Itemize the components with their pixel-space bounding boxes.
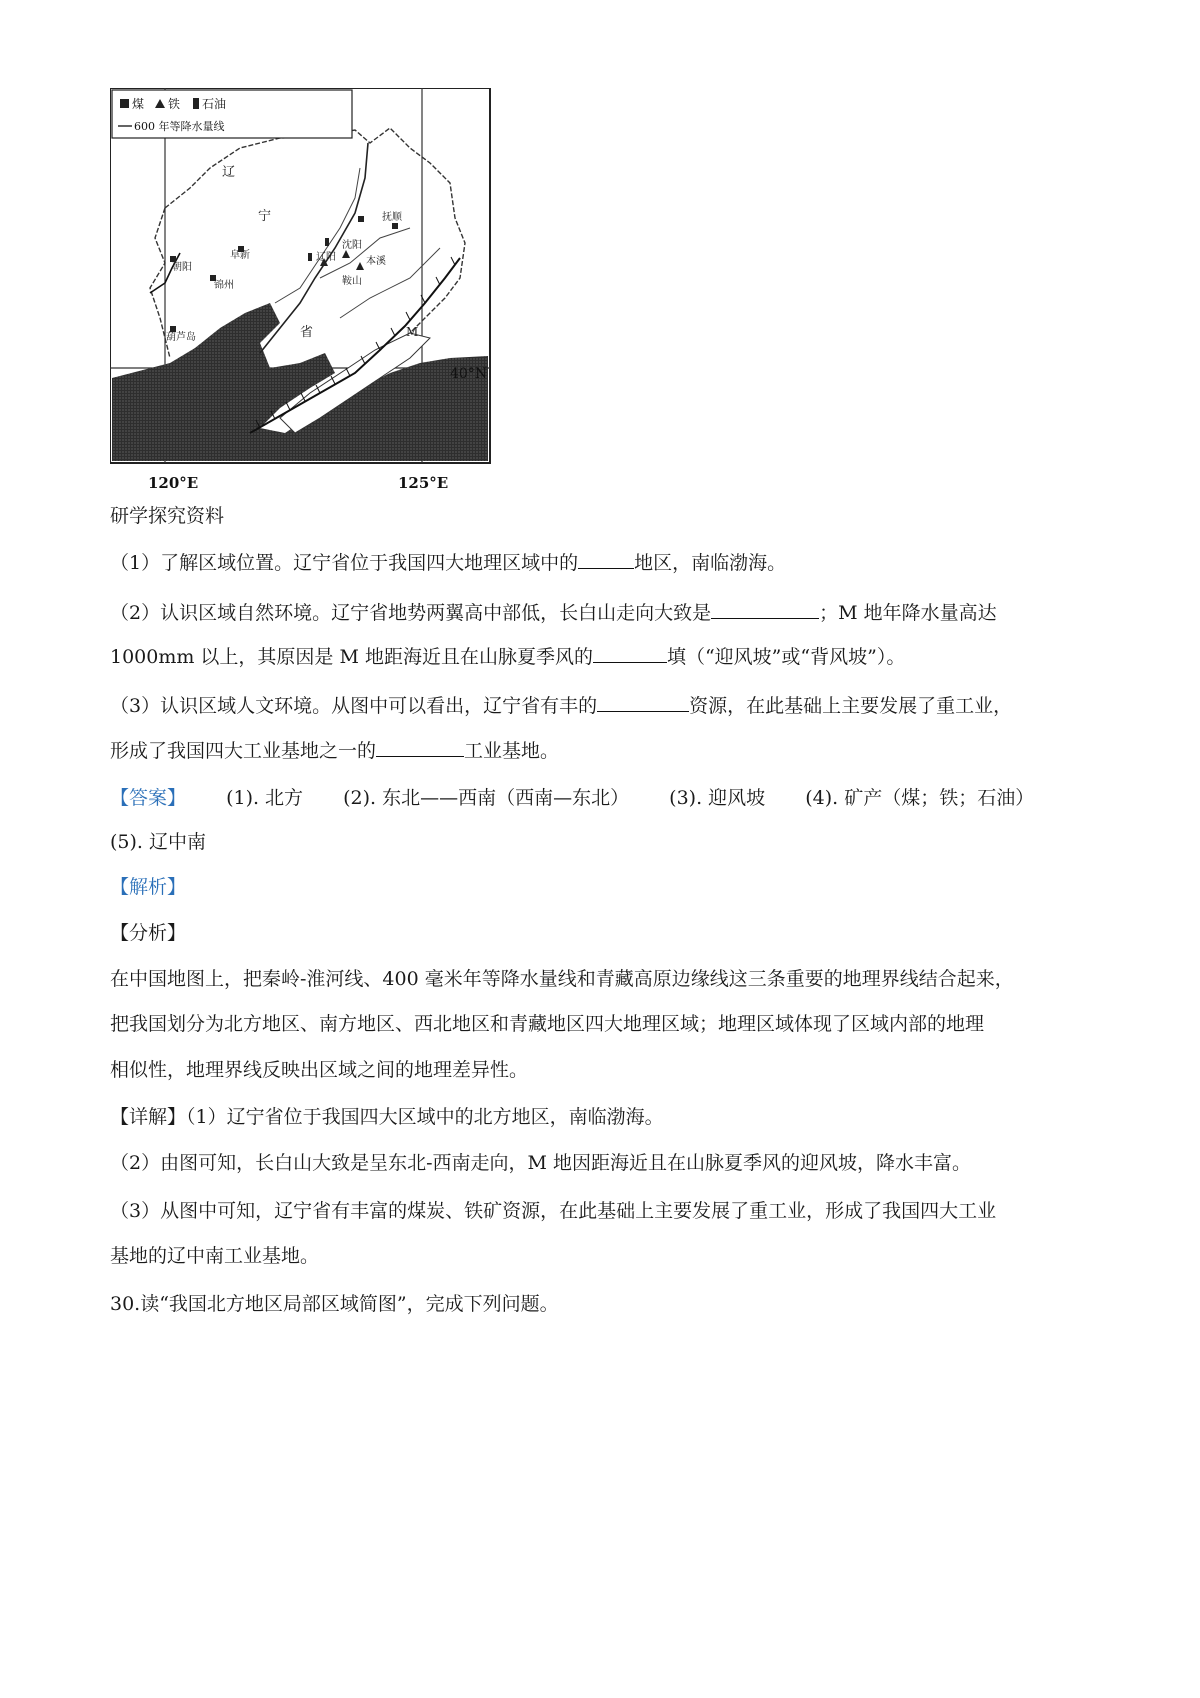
- legend-coal: 煤: [132, 97, 145, 111]
- question-3-line-1: [110, 691, 1012, 719]
- province-char-sheng: 省: [300, 325, 314, 340]
- lon-label-120: 120°E: [148, 474, 199, 492]
- answer-line-2: [110, 829, 206, 855]
- city-fushun: 抚顺: [382, 212, 402, 223]
- province-char-liao: 辽: [222, 165, 236, 180]
- q3-text-b: 资源，在此基础上主要发展了重工业，: [689, 695, 1013, 717]
- answer-item-2: (2). 东北——西南（西南—东北）: [343, 787, 630, 809]
- detail-line-3b: 基地的辽中南工业基地。: [110, 1245, 320, 1267]
- city-anshan: 鞍山: [342, 276, 362, 287]
- fenxi-line-3: 相似性，地理界线反映出区域之间的地理差异性。: [110, 1059, 529, 1081]
- fenxi-line-2: 把我国划分为北方地区、南方地区、西北地区和青藏地区四大地理区域；地理区域体现了区域内部的地理: [110, 1013, 985, 1035]
- city-jinzhou: 锦州: [214, 280, 234, 291]
- q2-blank-2[interactable]: [593, 642, 667, 663]
- source-label: 研学探究资料: [110, 505, 225, 527]
- province-char-ning: 宁: [258, 209, 272, 224]
- lat-label: 40°N: [450, 366, 488, 382]
- q3-text-c: 形成了我国四大工业基地之一的: [110, 740, 377, 762]
- next-question: 30.读“我国北方地区局部区域简图”，完成下列问题。: [110, 1293, 559, 1315]
- fenxi-tag: 【分析】: [110, 922, 187, 944]
- q2-text-b: ；M 地年降水量高达: [819, 602, 997, 624]
- answer-item-4: (4). 矿产（煤；铁；石油）: [805, 787, 1035, 809]
- q1-text-a: （1）了解区域位置。辽宁省位于我国四大地理区域中的: [110, 552, 579, 574]
- city-liaoyang: 辽阳: [316, 252, 336, 263]
- question-2-line-1: [110, 598, 997, 626]
- q3-blank-2[interactable]: [376, 736, 464, 757]
- q2-blank-1[interactable]: [711, 598, 819, 619]
- lon-label-125: 125°E: [398, 474, 449, 492]
- legend-oil: 石油: [202, 97, 227, 111]
- city-fuxin: 阜新: [230, 250, 250, 261]
- q2-text-c: 1000mm 以上，其原因是 M 地距海近且在山脉夏季风的: [110, 646, 593, 668]
- city-chaoyang: 朝阳: [172, 262, 192, 273]
- answer-item-5: (5). 辽中南: [110, 831, 206, 853]
- question-3-line-2: [110, 736, 559, 764]
- city-benxi: 本溪: [366, 256, 386, 267]
- answer-line-1: [110, 785, 1034, 811]
- analysis-tag: 【解析】: [110, 876, 187, 898]
- city-shenyang: 沈阳: [342, 240, 362, 251]
- question-2-line-2: [110, 642, 905, 670]
- liaoning-map: [110, 88, 530, 528]
- map-marker-m: M: [406, 325, 419, 339]
- legend-isohyet: 600 年等降水量线: [134, 120, 225, 133]
- detail-l1: （1）辽宁省位于我国四大区域中的北方地区，南临渤海。: [186, 1106, 664, 1128]
- detail-line-3a: （3）从图中可知，辽宁省有丰富的煤炭、铁矿资源，在此基础上主要发展了重工业，形成了我国四大工业: [110, 1200, 997, 1222]
- q2-text-d: 填（“迎风坡”或“背风坡”）。: [666, 646, 906, 668]
- q3-text-d: 工业基地。: [464, 740, 560, 762]
- answer-item-1: (1). 北方: [226, 787, 304, 809]
- q3-blank-1[interactable]: [597, 691, 689, 712]
- q1-blank[interactable]: [578, 548, 634, 569]
- answer-item-3: (3). 迎风坡: [669, 787, 766, 809]
- detail-tag: 【详解】: [110, 1106, 187, 1128]
- q2-text-a: （2）认识区域自然环境。辽宁省地势两翼高中部低，长白山走向大致是: [110, 602, 712, 624]
- city-huludao: 葫芦岛: [166, 332, 196, 343]
- fenxi-line-1: 在中国地图上，把秦岭-淮河线、400 毫米年等降水量线和青藏高原边缘线这三条重要的地理界线结合起来，: [110, 968, 1014, 990]
- question-1: [110, 548, 786, 576]
- q3-text-a: （3）认识区域人文环境。从图中可以看出，辽宁省有丰的: [110, 695, 598, 717]
- q1-text-b: 地区，南临渤海。: [634, 552, 787, 574]
- legend-iron: 铁: [168, 97, 181, 111]
- detail-line-2: （2）由图可知，长白山大致是呈东北-西南走向，M 地因距海近且在山脉夏季风的迎风坡，降水丰富。: [110, 1152, 972, 1174]
- answer-tag: 【答案】: [110, 787, 187, 809]
- detail-line-1: [110, 1104, 664, 1130]
